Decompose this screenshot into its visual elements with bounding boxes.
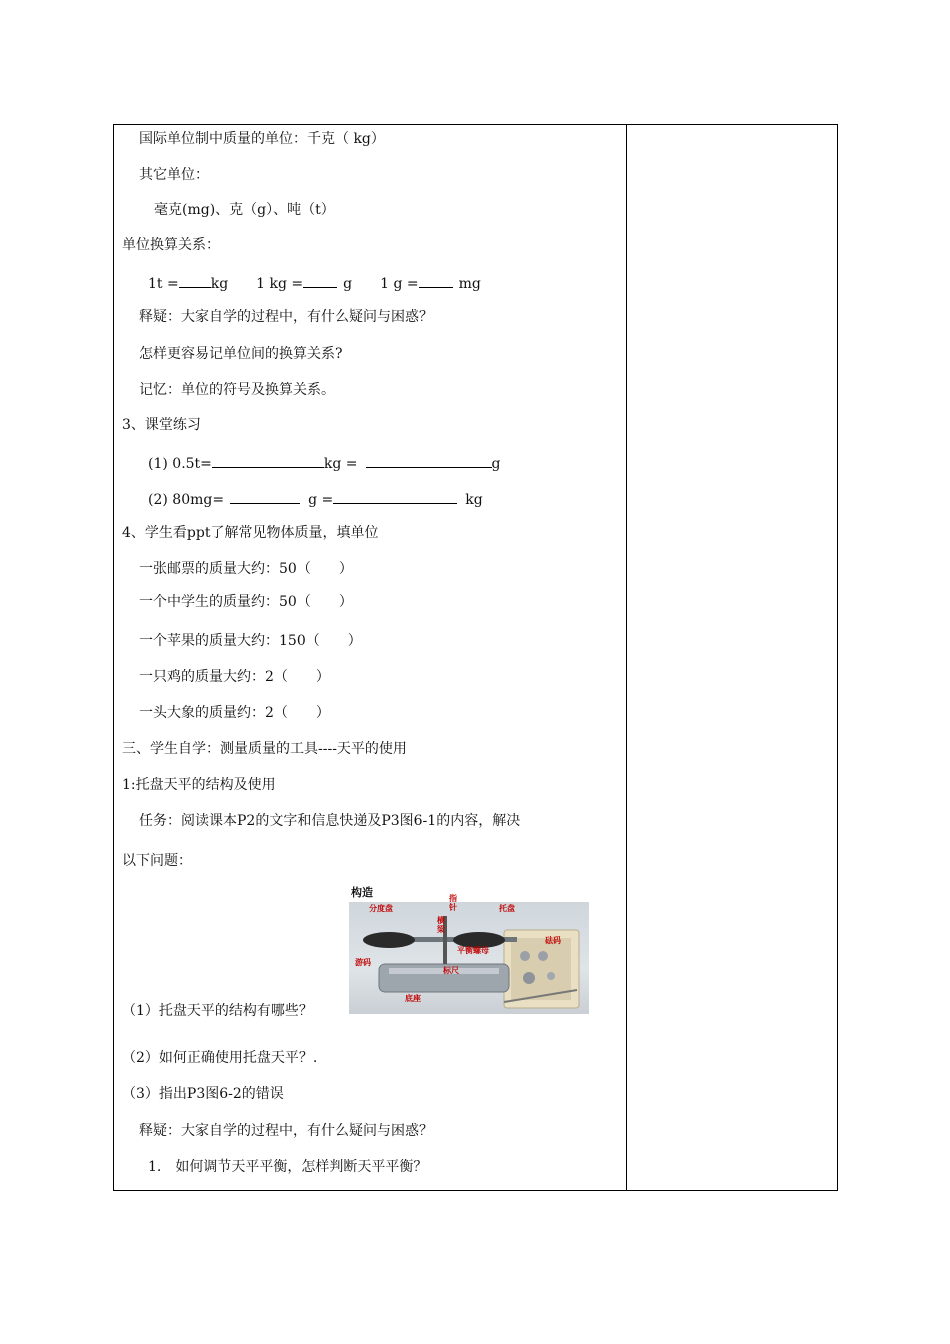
label-base: 底座	[405, 994, 421, 1003]
ex1-g-unit: g	[491, 456, 501, 472]
other-units-list: 毫克(mg)、克（g）、吨（t）	[154, 202, 335, 218]
column-divider	[626, 125, 627, 1190]
balance-illustration	[349, 902, 589, 1014]
si-unit-line: 国际单位制中质量的单位：千克（ kg）	[139, 131, 385, 147]
conv-t-unit: kg	[210, 276, 229, 292]
question-prompt-1: 释疑：大家自学的过程中，有什么疑问与困惑？	[139, 309, 433, 325]
label-dial: 分度盘	[369, 904, 393, 913]
conv-t-blank[interactable]	[179, 273, 211, 288]
exercise-2	[148, 489, 483, 509]
apple-mass: 一个苹果的质量大约：150（ ）	[139, 633, 362, 649]
ex1-kg-unit: kg =	[323, 456, 358, 472]
ex1-blank-g[interactable]	[366, 453, 492, 468]
question-usage: （2）如何正确使用托盘天平？.	[122, 1050, 318, 1066]
conv-g-blank[interactable]	[419, 273, 453, 288]
elephant-mass: 一头大象的质量约：2（ ）	[139, 705, 330, 721]
conversion-line	[148, 273, 481, 293]
question-errors: （3）指出P3图6-2的错误	[122, 1086, 284, 1102]
conv-kg-label: 1 kg =	[256, 276, 304, 292]
ex2-label: (2) 80mg=	[148, 492, 225, 508]
balance-structure-heading: 1:托盘天平的结构及使用	[122, 777, 276, 793]
label-weights: 砝码	[545, 936, 561, 945]
conv-kg-unit: g	[343, 276, 353, 292]
stamp-mass: 一张邮票的质量大约：50（ ）	[139, 561, 353, 577]
ex2-blank-kg[interactable]	[333, 489, 457, 504]
exercise-1	[148, 453, 501, 473]
ex1-blank-kg[interactable]	[212, 453, 324, 468]
conv-g-unit: mg	[458, 276, 481, 292]
balance-photo	[349, 894, 589, 1014]
balance-section-heading: 三、学生自学：测量质量的工具----天平的使用	[122, 741, 407, 757]
label-pointer: 指针	[449, 894, 457, 912]
label-beam: 横梁	[437, 916, 445, 934]
ex1-label: (1) 0.5t=	[148, 456, 212, 472]
conv-g-label: 1 g =	[380, 276, 419, 292]
label-nut: 平衡螺母	[457, 946, 489, 955]
student-mass: 一个中学生的质量约：50（ ）	[139, 594, 353, 610]
label-pan: 托盘	[499, 904, 515, 913]
conversion-heading: 单位换算关系：	[122, 237, 220, 253]
label-scale: 标尺	[443, 966, 459, 975]
chicken-mass: 一只鸡的质量大约：2（ ）	[139, 669, 330, 685]
memory-question: 怎样更容易记单位间的换算关系?	[139, 346, 343, 362]
figure-title: 构造	[351, 886, 373, 899]
conv-t-label: 1t =	[148, 276, 179, 292]
question-structure: （1）托盘天平的结构有哪些？	[122, 1003, 313, 1019]
conv-kg-blank[interactable]	[303, 273, 337, 288]
other-units-heading: 其它单位：	[139, 167, 209, 183]
memory-line: 记忆：单位的符号及换算关系。	[139, 382, 335, 398]
task-line-cont: 以下问题：	[122, 853, 192, 869]
label-rider: 游码	[355, 958, 371, 967]
ex2-kg-unit: kg	[465, 492, 483, 508]
ex2-g-unit: g =	[308, 492, 334, 508]
task-line: 任务：阅读课本P2的文字和信息快递及P3图6-1的内容，解决	[139, 813, 521, 829]
ppt-heading: 4、学生看ppt了解常见物体质量，填单位	[122, 525, 379, 541]
balance-figure	[349, 884, 589, 1014]
practice-heading: 3、课堂练习	[122, 417, 201, 433]
balance-adjust-question: 1. 如何调节天平平衡，怎样判断天平平衡？	[148, 1159, 428, 1175]
ex2-blank-g[interactable]	[230, 489, 300, 504]
question-prompt-2: 释疑：大家自学的过程中，有什么疑问与困惑？	[139, 1123, 433, 1139]
